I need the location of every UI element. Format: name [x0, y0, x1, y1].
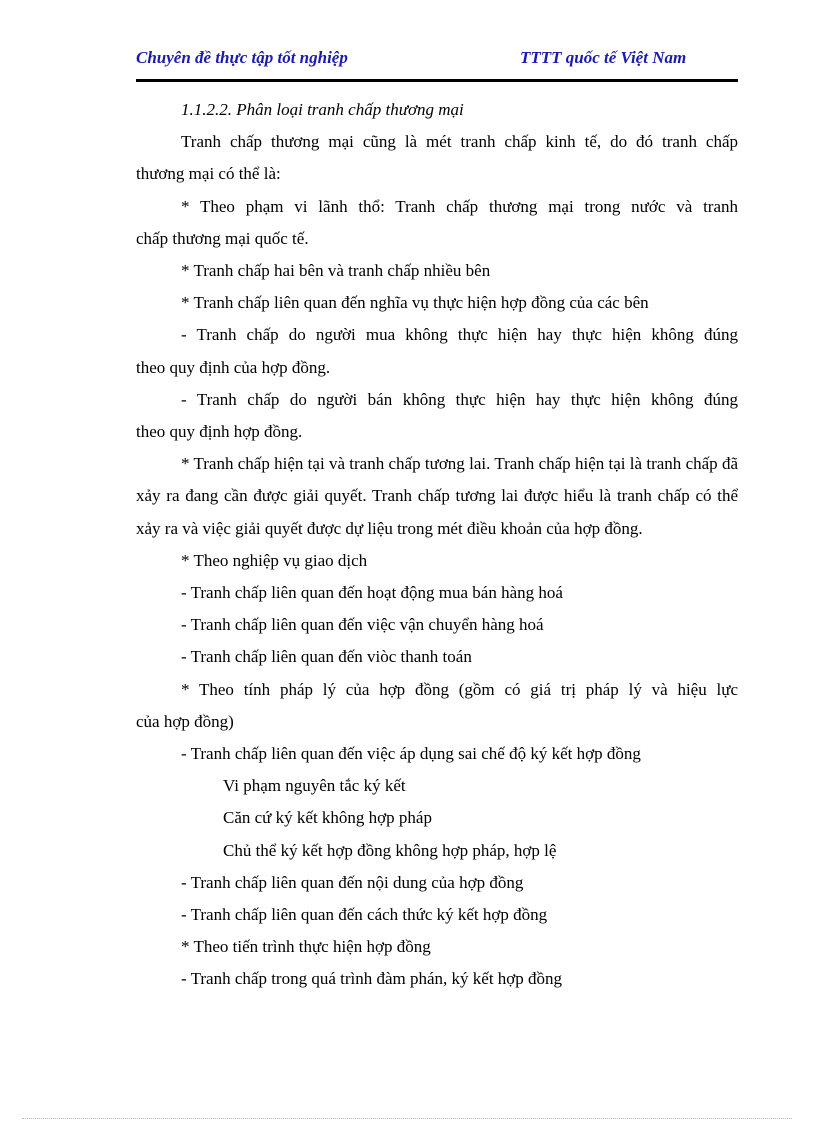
header-rule — [136, 79, 738, 82]
paragraph-intro-line2: thương mại có thể là: — [136, 164, 281, 184]
document-body — [136, 94, 738, 996]
paragraph-present-future: * Tranh chấp hiện tại và tranh chấp tương lai. Tranh chấp hiện tại là tranh chấp đã xảy ra đang cần được giải quyết. Tranh chấp tương lai được hiểu là tranh chấp có thể xảy ra và việc giải quyết được dự liệu trong mét điều khoản của hợp đồng. — [136, 454, 738, 538]
paragraph-transport: - Tranh chấp liên quan đến việc vận chuyển hàng hoá — [181, 615, 544, 635]
section-title: 1.1.2.2. Phân loại tranh chấp thương mại — [181, 100, 464, 119]
paragraph-buyer-line2: theo quy định của hợp đồng. — [136, 357, 331, 377]
paragraph-payment: - Tranh chấp liên quan đến viòc thanh toán — [181, 647, 472, 667]
paragraph-legality-line1: * Theo tính pháp lý của hợp đồng (gồm có giá trị pháp lý và hiệu lực — [181, 679, 738, 699]
paragraph-intro-line1: Tranh chấp thương mại cũng là mét tranh chấp kinh tế, do đó tranh chấp — [181, 132, 738, 152]
paragraph-seller-line2: theo quy định hợp đồng. — [136, 422, 303, 442]
paragraph-content: - Tranh chấp liên quan đến nội dung của hợp đồng — [181, 872, 524, 892]
page-bottom-border — [22, 1118, 792, 1119]
paragraph-legality-line2: của hợp đồng) — [136, 711, 234, 731]
paragraph-territory-line1: * Theo phạm vi lãnh thổ: Tranh chấp thương mại trong nước và tranh — [181, 196, 738, 216]
paragraph-buyer-line1: - Tranh chấp do người mua không thực hiện hay thực hiện không đúng — [181, 325, 738, 345]
list-item-subject: Chủ thể ký kết hợp đồng không hợp pháp, hợp lệ — [223, 840, 557, 860]
paragraph-transaction: * Theo nghiệp vụ giao dịch — [181, 550, 368, 570]
paragraph-parties: * Tranh chấp hai bên và tranh chấp nhiều bên — [181, 261, 491, 281]
paragraph-obligations: * Tranh chấp liên quan đến nghĩa vụ thực hiện hợp đồng của các bên — [181, 293, 649, 313]
paragraph-wrong-regime: - Tranh chấp liên quan đến việc áp dụng sai chế độ ký kết hợp đồng — [181, 744, 641, 764]
page-header — [136, 48, 738, 72]
paragraph-sale: - Tranh chấp liên quan đến hoạt động mua bán hàng hoá — [181, 583, 563, 603]
paragraph-process: * Theo tiến trình thực hiện hợp đồng — [181, 937, 431, 957]
header-document-title: Chuyên đề thực tập tốt nghiệp — [136, 48, 348, 67]
list-item-principle: Vi phạm nguyên tắc ký kết — [223, 776, 406, 796]
list-item-basis: Căn cứ ký kết không hợp pháp — [223, 808, 432, 828]
paragraph-territory-line2: chấp thương mại quốc tế. — [136, 228, 309, 248]
paragraph-seller-line1: - Tranh chấp do người bán không thực hiện hay thực hiện không đúng — [181, 389, 738, 409]
paragraph-method: - Tranh chấp liên quan đến cách thức ký kết hợp đồng — [181, 905, 548, 925]
header-organization: TTTT quốc tế Việt Nam — [520, 48, 687, 67]
paragraph-negotiation: - Tranh chấp trong quá trình đàm phán, ký kết hợp đồng — [181, 969, 563, 989]
